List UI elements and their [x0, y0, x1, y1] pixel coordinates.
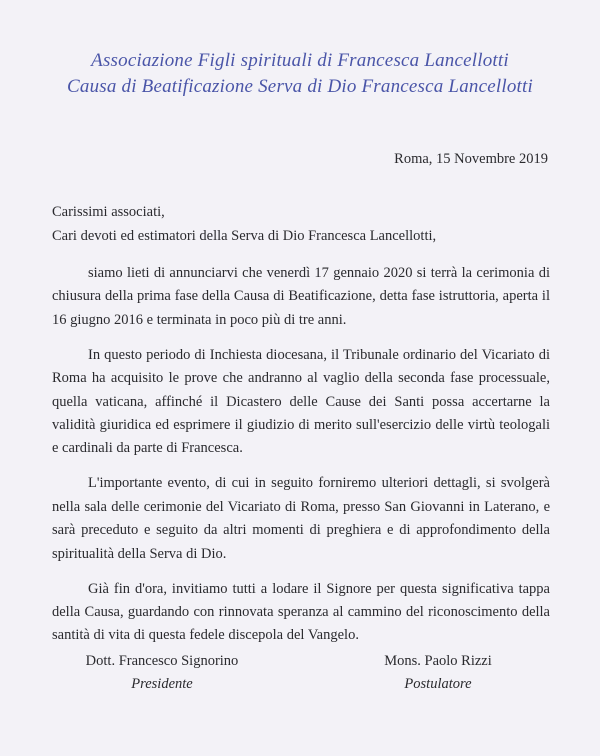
- salutation: [52, 200, 436, 248]
- letter-date: Roma, 15 Novembre 2019: [394, 151, 548, 167]
- letter-body: [52, 262, 550, 659]
- salutation-line-2: Cari devoti ed estimatori della Serva di Dio Francesca Lancellotti,: [52, 228, 437, 244]
- letterhead: [0, 48, 600, 100]
- paragraph-invitation: Già fin d'ora, invitiamo tutti a lodare il Signore per questa significativa tappa della Causa, guardando con rinnovata speranza al cammino del riconoscimento della santità di vita di questa fedele discepola del Vangelo.: [52, 580, 550, 644]
- letterhead-cause: Causa di Beatificazione Serva di Dio Francesca Lancellotti: [67, 76, 533, 97]
- paragraph-inquiry: In questo periodo di Inchiesta diocesana, il Tribunale ordinario del Vicariato di Roma ha acquisito le prove che andranno al vaglio della seconda fase processuale, quella vaticana, affinché il Dicastero delle Cause dei Santi possa accertarne la validità giuridica ed esprimere il giudizio di merito sull'esercizio delle virtù teologali e cardinali da parte di Francesca.: [52, 346, 550, 457]
- signature-postulator-name: Mons. Paolo Rizzi: [384, 653, 492, 669]
- salutation-line-1: Carissimi associati,: [52, 204, 165, 220]
- paragraph-event: L'importante evento, di cui in seguito forniremo ulteriori dettagli, si svolgerà nella sala delle cerimonie del Vicariato di Roma, presso San Giovanni in Laterano, e sarà preceduto e seguito da altri momenti di preghiera e di approfondimento della spiritualità della Serva di Dio.: [52, 475, 550, 562]
- signature-postulator: [358, 650, 518, 696]
- signature-president-name: Dott. Francesco Signorino: [85, 653, 239, 669]
- letterhead-association: Associazione Figli spirituali di Francesca Lancellotti: [91, 50, 509, 71]
- signature-president: [72, 650, 252, 696]
- signature-postulator-role: Postulatore: [404, 676, 472, 692]
- signature-president-role: Presidente: [131, 676, 193, 692]
- paragraph-announcement: siamo lieti di annunciarvi che venerdì 17 gennaio 2020 si terrà la cerimonia di chiusura della prima fase della Causa di Beatificazione, detta fase istruttoria, aperta il 16 giugno 2016 e terminata in poco più di tre anni.: [52, 265, 550, 328]
